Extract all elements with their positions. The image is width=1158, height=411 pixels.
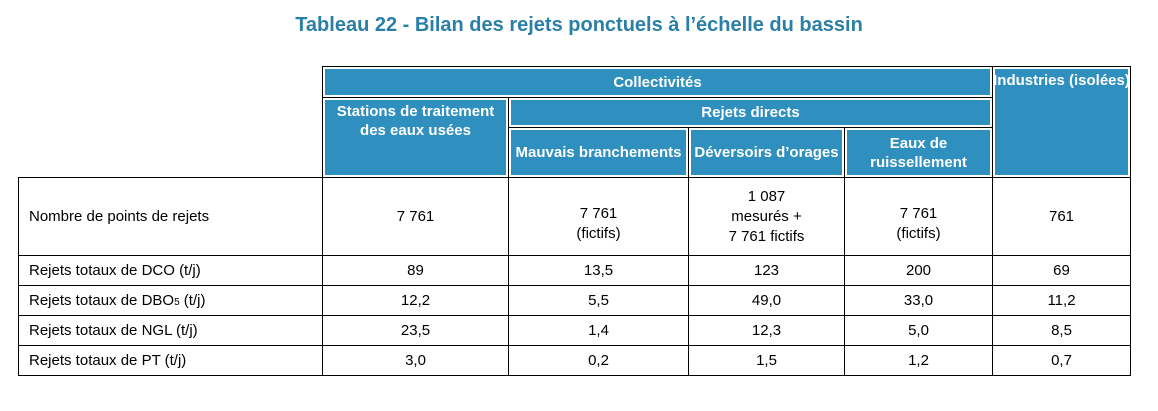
- header-collectivites: Collectivités: [323, 67, 993, 98]
- cell-stations: 23,5: [323, 316, 509, 346]
- cell-industries: 761: [993, 178, 1131, 256]
- cell-eaux: 5,0: [845, 316, 993, 346]
- cell-note: (fictifs): [896, 224, 941, 242]
- row-label: Rejets totaux de NGL (t/j): [19, 316, 323, 346]
- header-eaux-ruissellement: Eaux de ruissellement: [845, 128, 993, 178]
- cell-deversoirs: 123: [689, 256, 845, 286]
- cell-value: 7 761: [579, 204, 618, 222]
- cell-industries: 11,2: [993, 286, 1131, 316]
- cell-line: 1 087: [747, 187, 786, 205]
- cell-stations: 3,0: [323, 346, 509, 376]
- table-row: [19, 346, 1131, 376]
- row-label-pre: Rejets totaux de DBO: [29, 292, 175, 309]
- cell-mauvais: 13,5: [509, 256, 689, 286]
- table-row: [19, 316, 1131, 346]
- cell-line: mesurés +: [731, 207, 802, 225]
- header-deversoirs: Déversoirs d’orages: [689, 128, 845, 178]
- table-row: [19, 286, 1131, 316]
- cell-line: 7 761 fictifs: [728, 227, 805, 245]
- bilan-table: [18, 66, 1131, 376]
- cell-stations: 12,2: [323, 286, 509, 316]
- header-industries: Industries (isolées): [993, 67, 1131, 178]
- cell-mauvais: [509, 178, 689, 256]
- cell-eaux: 33,0: [845, 286, 993, 316]
- cell-stations: 7 761: [323, 178, 509, 256]
- cell-mauvais: 0,2: [509, 346, 689, 376]
- cell-deversoirs: 12,3: [689, 316, 845, 346]
- cell-deversoirs: 1,5: [689, 346, 845, 376]
- cell-note: (fictifs): [576, 224, 621, 242]
- row-label: Rejets totaux de PT (t/j): [19, 346, 323, 376]
- table-row: [19, 178, 1131, 256]
- cell-stations: 89: [323, 256, 509, 286]
- header-rejets-directs: Rejets directs: [509, 98, 993, 128]
- row-label: Nombre de points de rejets: [19, 178, 323, 256]
- cell-eaux: 1,2: [845, 346, 993, 376]
- cell-industries: 8,5: [993, 316, 1131, 346]
- row-label: Rejets totaux de DCO (t/j): [19, 256, 323, 286]
- row-label: [19, 286, 323, 316]
- cell-mauvais: 5,5: [509, 286, 689, 316]
- cell-value: 7 761: [899, 204, 938, 222]
- table-row: [19, 256, 1131, 286]
- cell-mauvais: 1,4: [509, 316, 689, 346]
- header-stations: Stations de traitement des eaux usées: [323, 98, 509, 178]
- cell-deversoirs: 49,0: [689, 286, 845, 316]
- cell-industries: 69: [993, 256, 1131, 286]
- cell-deversoirs: [689, 178, 845, 256]
- cell-eaux: 200: [845, 256, 993, 286]
- table-title: Tableau 22 - Bilan des rejets ponctuels à l’échelle du bassin: [295, 14, 863, 36]
- row-label-sub: 5: [174, 297, 180, 308]
- cell-industries: 0,7: [993, 346, 1131, 376]
- empty-corner: [19, 67, 323, 178]
- header-mauvais-branchements: Mauvais branchements: [509, 128, 689, 178]
- row-label-post: (t/j): [179, 292, 206, 309]
- cell-eaux: [845, 178, 993, 256]
